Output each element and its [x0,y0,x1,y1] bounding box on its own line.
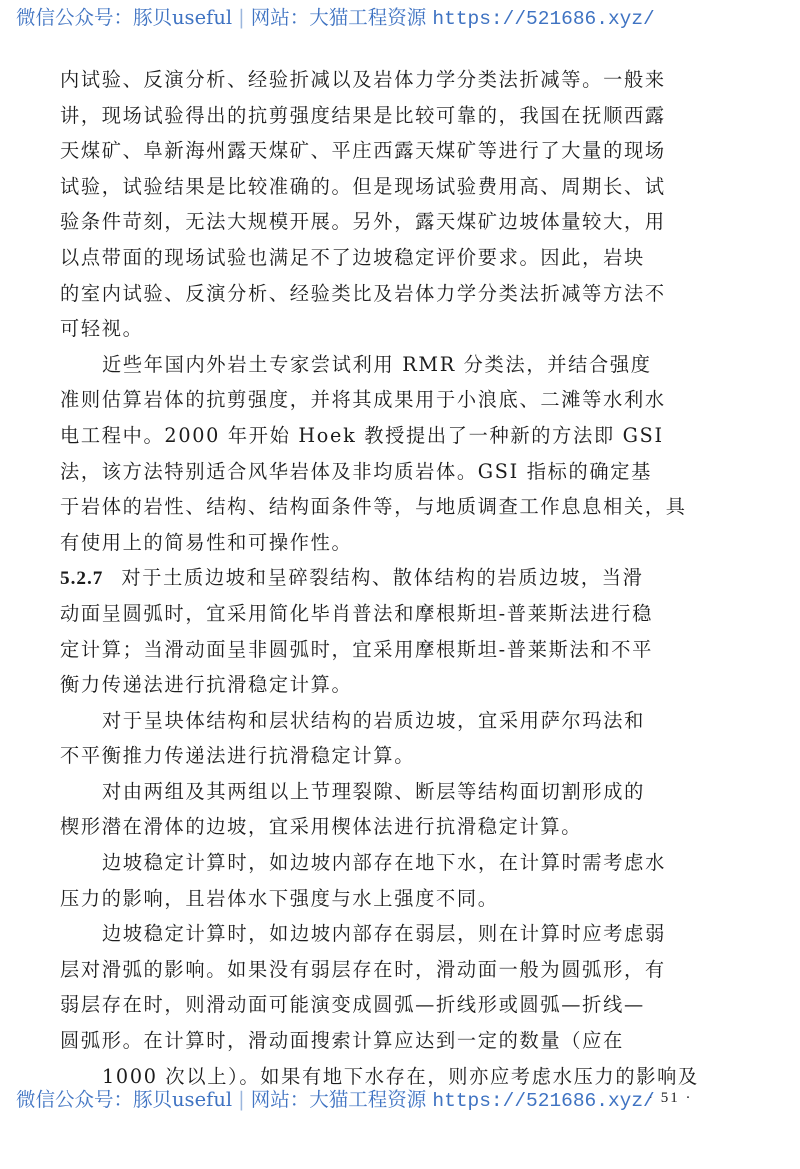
watermark-separator: | [238,6,245,29]
text-line [60,809,760,845]
text-line [60,204,760,240]
line-text: 法，该方法特别适合风华岩体及非均质岩体。GSI 指标的确定基 [60,459,653,483]
line-text: 弱层存在时，则滑动面可能演变成圆弧—折线形或圆弧—折线— [60,993,645,1017]
text-line [60,881,760,917]
text-line [60,738,760,774]
text-line [60,418,760,454]
page-number: · 51 · [648,1090,693,1106]
line-text: 对于呈块体结构和层状结构的岩质边坡，宜采用萨尔玛法和 [102,708,646,732]
text-line [60,845,760,881]
text-line [60,596,760,632]
line-text: 定计算；当滑动面呈非圆弧时，宜采用摩根斯坦-普莱斯法和不平 [60,637,654,661]
line-text: 的室内试验、反演分析、经验类比及岩体力学分类法折减等方法不 [60,281,666,305]
line-text: 电工程中。2000 年开始 Hoek 教授提出了一种新的方法即 GSI [60,423,664,447]
line-text: 圆弧形。在计算时，滑动面搜索计算应达到一定的数量（应在 [60,1029,624,1053]
line-text: 边坡稳定计算时，如边坡内部存在弱层，则在计算时应考虑弱 [102,922,666,946]
clause-number: 5.2.7 [60,568,104,590]
watermark-site-label: 网站：大猫工程资源 [250,1088,427,1111]
text-line [60,62,760,98]
text-line [60,311,760,347]
line-text: 验条件苛刻，无法大规模开展。另外，露天煤矿边坡体量较大，用 [60,210,666,234]
text-line [60,382,760,418]
clause-line [60,560,760,596]
text-line [60,525,760,561]
text-line [60,703,760,739]
text-line [60,169,760,205]
line-text: 1000 次以上）。如果有地下水存在，则亦应考虑水压力的影响及 [102,1064,699,1088]
line-text: 讲，现场试验得出的抗剪强度结果是比较可靠的，我国在抚顺西露 [60,103,666,127]
text-line [60,987,760,1023]
text-line [60,667,760,703]
watermark-wechat-label: 微信公众号：豚贝useful [16,6,233,29]
line-text: 有使用上的简易性和可操作性。 [60,530,353,554]
line-text: 试验，试验结果是比较准确的。但是现场试验费用高、周期长、试 [60,174,666,198]
text-line [60,774,760,810]
text-line [60,133,760,169]
text-line [60,952,760,988]
watermark-site-label: 网站：大猫工程资源 [250,6,427,29]
text-line [60,347,760,383]
line-text: 准则估算岩体的抗剪强度，并将其成果用于小浪底、二滩等水利水 [60,388,666,412]
watermark-url[interactable]: https://521686.xyz/ [432,8,655,30]
line-text: 内试验、反演分析、经验折减以及岩体力学分类法折减等。一般来 [60,68,666,91]
watermark-header [16,6,796,31]
text-line [60,1023,760,1059]
line-text: 边坡稳定计算时，如边坡内部存在地下水，在计算时需考虑水 [102,851,666,875]
line-text: 近些年国内外岩土专家尝试利用 RMR 分类法，并结合强度 [102,352,652,376]
text-line [60,632,760,668]
line-text: 动面呈圆弧时，宜采用简化毕肖普法和摩根斯坦-普莱斯法进行稳 [60,601,654,625]
document-body [60,62,760,1094]
line-text: 不平衡推力传递法进行抗滑稳定计算。 [60,744,416,768]
text-line [60,489,760,525]
watermark-footer [16,1088,796,1113]
text-line [60,454,760,490]
line-text: 对于土质边坡和呈碎裂结构、散体结构的岩质边坡，当滑 [121,566,644,590]
watermark-wechat-label: 微信公众号：豚贝useful [16,1088,233,1111]
line-text: 以点带面的现场试验也满足不了边坡稳定评价要求。因此，岩块 [60,245,645,269]
line-text: 层对滑弧的影响。如果没有弱层存在时，滑动面一般为圆弧形，有 [60,957,666,981]
line-text: 楔形潜在滑体的边坡，宜采用楔体法进行抗滑稳定计算。 [60,815,583,839]
watermark-separator: | [238,1088,245,1111]
line-text: 衡力传递法进行抗滑稳定计算。 [60,673,353,697]
text-line [60,98,760,134]
line-text: 可轻视。 [60,317,144,341]
line-text: 压力的影响，且岩体水下强度与水上强度不同。 [60,886,499,910]
line-text: 对由两组及其两组以上节理裂隙、断层等结构面切割形成的 [102,779,646,803]
text-line [60,276,760,312]
line-text: 天煤矿、阜新海州露天煤矿、平庄西露天煤矿等进行了大量的现场 [60,139,666,163]
line-text: 于岩体的岩性、结构、结构面条件等，与地质调查工作息息相关，具 [60,495,687,519]
text-line [60,916,760,952]
watermark-url[interactable]: https://521686.xyz/ [432,1090,655,1112]
text-line [60,240,760,276]
